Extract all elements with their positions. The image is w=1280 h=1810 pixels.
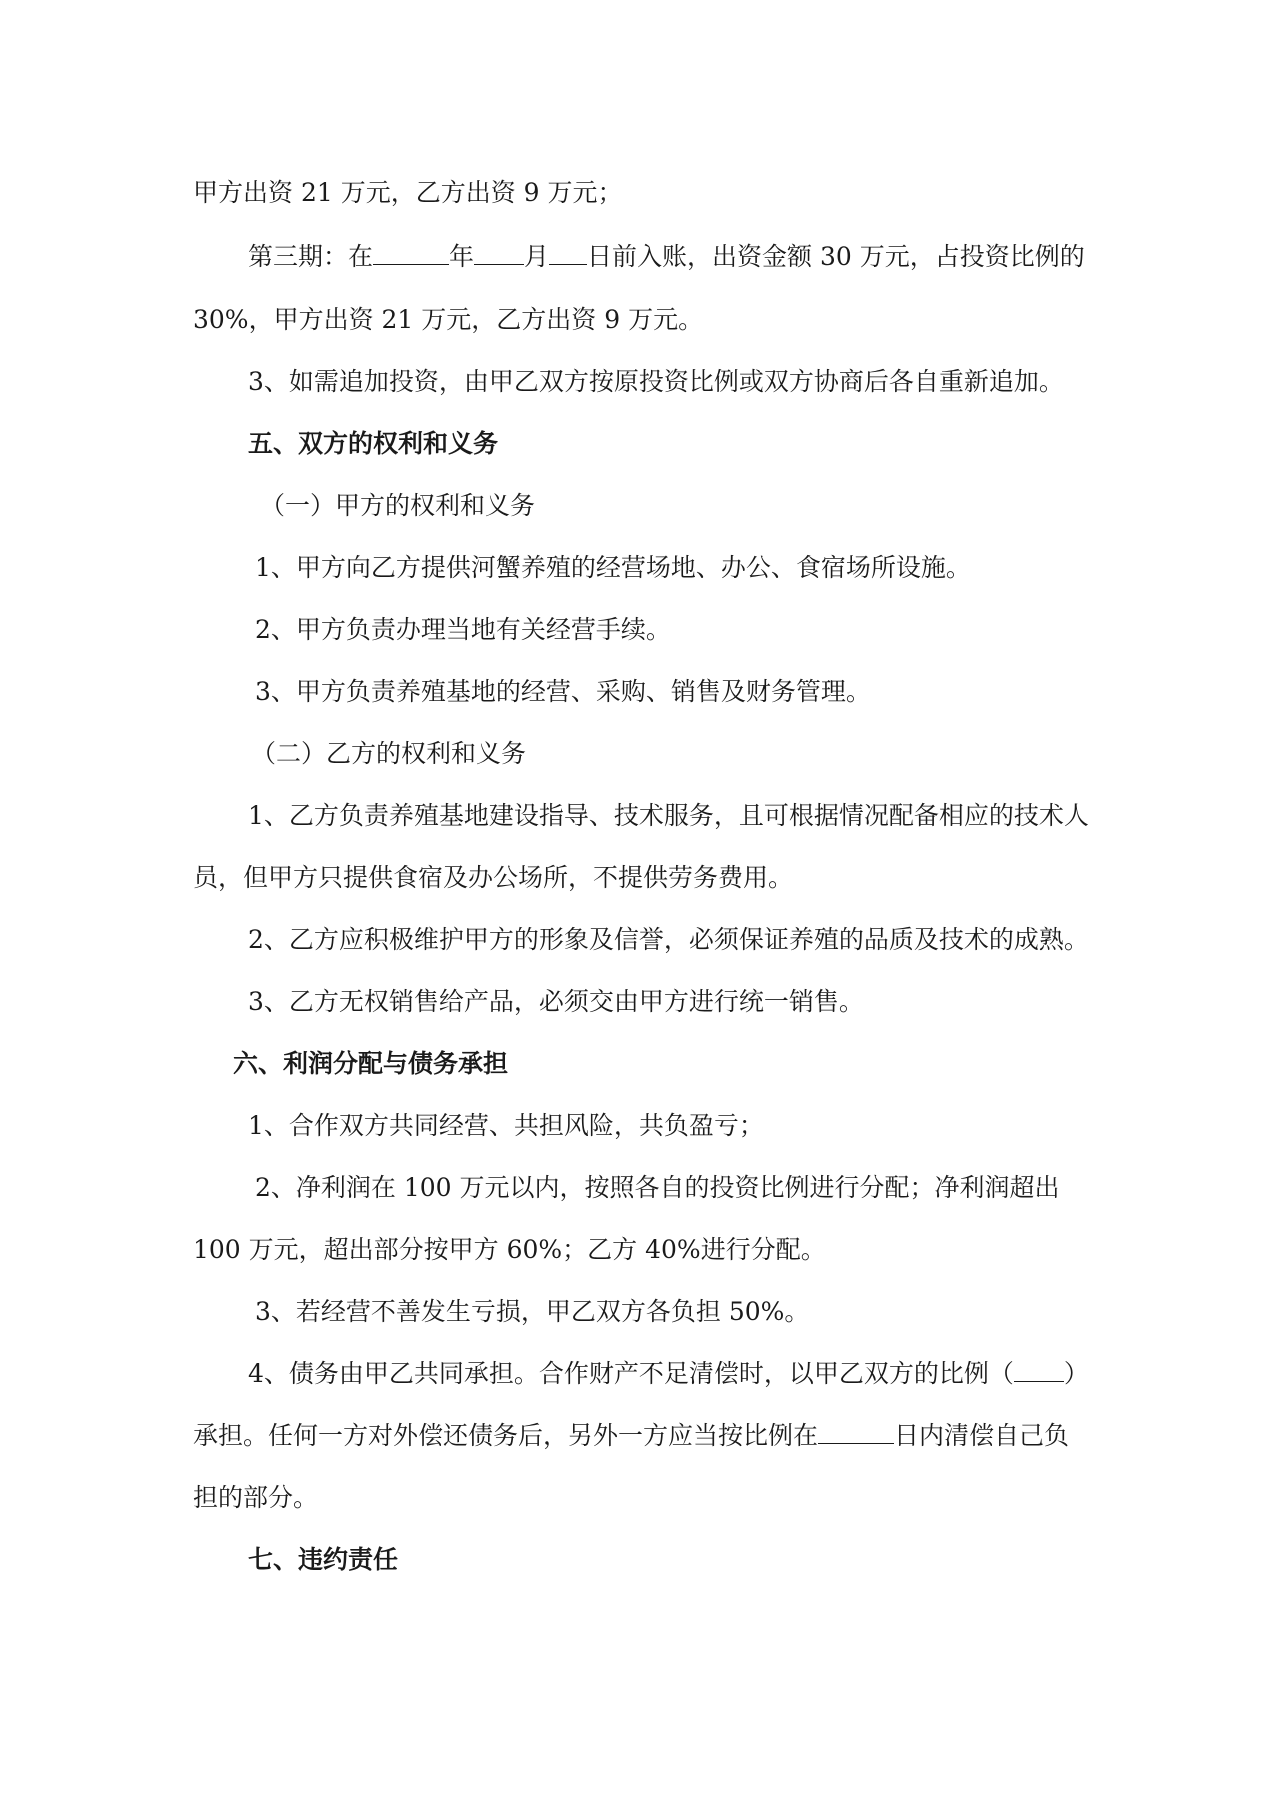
list-item: 1、乙方负责养殖基地建设指导、技术服务，且可根据情况配备相应的技术人 (248, 801, 1089, 830)
list-item: 3、乙方无权销售给产品，必须交由甲方进行统一销售。 (248, 987, 864, 1016)
subsection-heading: （二）乙方的权利和义务 (251, 739, 527, 768)
section-heading: 七、违约责任 (248, 1545, 399, 1574)
list-item: 2、甲方负责办理当地有关经营手续。 (255, 615, 671, 644)
list-item: 3、若经营不善发生亏损，甲乙双方各负担 50%。 (255, 1297, 810, 1326)
blank-days-field (818, 1419, 894, 1444)
list-item-continuation: 100 万元，超出部分按甲方 60%；乙方 40%进行分配。 (193, 1235, 826, 1264)
paragraph-line-phase3: 第三期：在 年 月 日前入账，出资金额 30 万元，占投资比例的 (248, 242, 1085, 271)
list-item-continuation: 承担。任何一方对外偿还债务后，另外一方应当按比例在 日内清偿自己负 (193, 1421, 1070, 1450)
subsection-heading: （一）甲方的权利和义务 (260, 491, 536, 520)
section-heading: 五、双方的权利和义务 (248, 429, 499, 458)
list-item: 3、甲方负责养殖基地的经营、采购、销售及财务管理。 (255, 677, 871, 706)
list-item: 1、甲方向乙方提供河蟹养殖的经营场地、办公、食宿场所设施。 (255, 553, 971, 582)
paragraph-line: 30%，甲方出资 21 万元，乙方出资 9 万元。 (193, 305, 704, 334)
list-item: 2、乙方应积极维护甲方的形象及信誉，必须保证养殖的品质及技术的成熟。 (248, 925, 1089, 954)
list-item-continuation: 担的部分。 (193, 1483, 319, 1512)
section-heading: 六、利润分配与债务承担 (233, 1049, 509, 1078)
paragraph-line: 3、如需追加投资，由甲乙双方按原投资比例或双方协商后各自重新追加。 (248, 367, 1064, 396)
blank-month-field (474, 240, 524, 265)
blank-year-field (373, 240, 449, 265)
blank-ratio-field (1014, 1357, 1064, 1382)
blank-day-field (549, 240, 587, 265)
list-item: 1、合作双方共同经营、共担风险，共负盈亏； (248, 1111, 764, 1140)
list-item: 4、债务由甲乙共同承担。合作财产不足清偿时，以甲乙双方的比例（ ） (248, 1359, 1089, 1388)
paragraph-line: 甲方出资 21 万元，乙方出资 9 万元； (193, 178, 623, 207)
list-item-continuation: 员，但甲方只提供食宿及办公场所，不提供劳务费用。 (193, 863, 794, 892)
list-item: 2、净利润在 100 万元以内，按照各自的投资比例进行分配；净利润超出 (255, 1173, 1060, 1202)
